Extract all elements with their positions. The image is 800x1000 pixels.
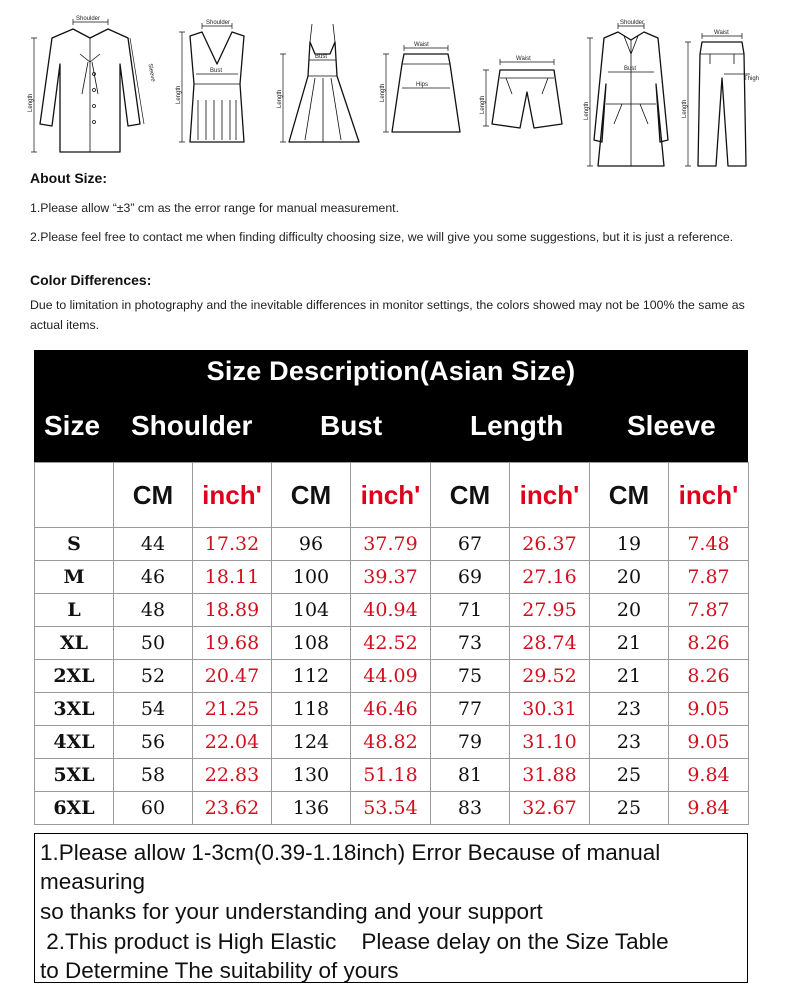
footer-line-1: 1.Please allow 1-3cm(0.39-1.18inch) Error Because of manual [40, 840, 661, 865]
length-cm-cell: 79 [431, 726, 510, 759]
size-cell: L [35, 594, 114, 627]
bust-inch-cell: 42.52 [351, 627, 431, 660]
label-hips: Hips [416, 82, 429, 88]
label-shoulder-3: Shoulder [620, 20, 645, 26]
color-differences-text: Due to limitation in photography and the inevitable differences in monitor settings, the colors showed may not be 100% the same as actual items. [30, 298, 745, 332]
shoulder-cm-cell: 54 [114, 693, 193, 726]
label-waist: Waist [414, 42, 429, 48]
sleeve-inch-cell: 9.05 [669, 693, 749, 726]
footer-line-3: so thanks for your understanding and your support [40, 899, 543, 924]
bust-cm-cell: 100 [272, 561, 351, 594]
sleeve-inch-cell: 7.48 [669, 528, 749, 561]
sleeve-inch-cell: 8.26 [669, 627, 749, 660]
header-bust: Bust [320, 410, 383, 441]
length-cm-cell: 69 [431, 561, 510, 594]
blouse-diagram [28, 14, 156, 164]
shoulder-inch-cell: 20.47 [193, 660, 272, 693]
sleeve-cm-cell: 25 [590, 759, 669, 792]
bust-cm-cell: 108 [272, 627, 351, 660]
tank-top-diagram [172, 14, 262, 164]
unit-inch: inch' [193, 463, 272, 528]
trousers-diagram [680, 14, 780, 174]
sleeve-cm-cell: 23 [590, 693, 669, 726]
label-sleeve: Sleeve [146, 63, 156, 83]
shoulder-inch-cell: 23.62 [193, 792, 272, 825]
length-cm-cell: 67 [431, 528, 510, 561]
size-row [35, 726, 749, 759]
bust-cm-cell: 112 [272, 660, 351, 693]
bust-inch-cell: 46.46 [351, 693, 431, 726]
sleeve-inch-cell: 9.84 [669, 759, 749, 792]
label-waist-3: Waist [714, 30, 729, 36]
bust-cm-cell: 96 [272, 528, 351, 561]
size-table [34, 462, 749, 825]
sleeve-cm-cell: 20 [590, 594, 669, 627]
about-size-note-2: 2.Please feel free to contact me when finding difficulty choosing size, we will give you some suggestions, but it is just a reference. [30, 230, 734, 244]
shoulder-inch-cell: 22.04 [193, 726, 272, 759]
size-row [35, 792, 749, 825]
footer-line-5: to Determine The suitability of yours [40, 958, 399, 983]
bust-cm-cell: 124 [272, 726, 351, 759]
length-inch-cell: 30.31 [510, 693, 590, 726]
coat-diagram [584, 14, 679, 174]
bust-inch-cell: 40.94 [351, 594, 431, 627]
unit-blank [35, 463, 114, 528]
size-row [35, 660, 749, 693]
shoulder-cm-cell: 56 [114, 726, 193, 759]
skirt-diagram [378, 14, 468, 164]
size-cell: S [35, 528, 114, 561]
length-inch-cell: 27.16 [510, 561, 590, 594]
size-row [35, 594, 749, 627]
length-inch-cell: 26.37 [510, 528, 590, 561]
sleeve-cm-cell: 19 [590, 528, 669, 561]
size-cell: 5XL [35, 759, 114, 792]
size-row [35, 693, 749, 726]
shoulder-cm-cell: 58 [114, 759, 193, 792]
unit-cm: CM [272, 463, 351, 528]
shoulder-inch-cell: 17.32 [193, 528, 272, 561]
length-inch-cell: 31.88 [510, 759, 590, 792]
bust-inch-cell: 48.82 [351, 726, 431, 759]
length-cm-cell: 81 [431, 759, 510, 792]
label-length-5: Length [480, 95, 486, 114]
dress-diagram [275, 14, 370, 164]
size-cell: 3XL [35, 693, 114, 726]
unit-cm: CM [431, 463, 510, 528]
label-length-4: Length [380, 83, 386, 102]
bust-cm-cell: 104 [272, 594, 351, 627]
shoulder-inch-cell: 19.68 [193, 627, 272, 660]
shoulder-inch-cell: 21.25 [193, 693, 272, 726]
sleeve-cm-cell: 23 [590, 726, 669, 759]
bust-cm-cell: 130 [272, 759, 351, 792]
bust-inch-cell: 39.37 [351, 561, 431, 594]
label-length-2: Length [176, 85, 182, 104]
bust-inch-cell: 44.09 [351, 660, 431, 693]
size-table-title: Size Description(Asian Size) [206, 356, 576, 386]
size-cell: 6XL [35, 792, 114, 825]
footer-line-4: 2.This product is High Elastic Please delay on the Size Table [40, 929, 669, 954]
bust-inch-cell: 51.18 [351, 759, 431, 792]
unit-cm: CM [114, 463, 193, 528]
sleeve-inch-cell: 7.87 [669, 594, 749, 627]
shorts-diagram [476, 14, 576, 164]
size-row [35, 627, 749, 660]
label-bust: Bust [210, 68, 223, 74]
footer-notes [34, 833, 748, 983]
header-shoulder: Shoulder [131, 410, 253, 441]
color-differences-heading: Color Differences: [30, 272, 152, 288]
label-waist-2: Waist [516, 56, 531, 62]
shoulder-cm-cell: 60 [114, 792, 193, 825]
unit-row [35, 463, 749, 528]
header-length: Length [470, 410, 564, 441]
length-cm-cell: 73 [431, 627, 510, 660]
sleeve-inch-cell: 9.84 [669, 792, 749, 825]
label-shoulder: Shoulder [76, 16, 101, 22]
sleeve-cm-cell: 21 [590, 660, 669, 693]
shoulder-cm-cell: 52 [114, 660, 193, 693]
shoulder-cm-cell: 46 [114, 561, 193, 594]
sleeve-cm-cell: 25 [590, 792, 669, 825]
length-inch-cell: 32.67 [510, 792, 590, 825]
label-length-6: Length [584, 101, 590, 120]
length-cm-cell: 77 [431, 693, 510, 726]
footer-line-2: measuring [40, 869, 146, 894]
size-row [35, 561, 749, 594]
size-cell: XL [35, 627, 114, 660]
header-sleeve: Sleeve [627, 410, 716, 441]
bust-cm-cell: 118 [272, 693, 351, 726]
label-length-3: Length [277, 89, 283, 108]
length-cm-cell: 71 [431, 594, 510, 627]
about-size-note-1: 1.Please allow “±3” cm as the error range for manual measurement. [30, 201, 399, 215]
size-cell: 4XL [35, 726, 114, 759]
header-size: Size [44, 410, 101, 441]
shoulder-cm-cell: 48 [114, 594, 193, 627]
length-inch-cell: 28.74 [510, 627, 590, 660]
bust-inch-cell: 53.54 [351, 792, 431, 825]
sleeve-inch-cell: 9.05 [669, 726, 749, 759]
sleeve-cm-cell: 20 [590, 561, 669, 594]
unit-cm: CM [590, 463, 669, 528]
length-inch-cell: 29.52 [510, 660, 590, 693]
length-cm-cell: 83 [431, 792, 510, 825]
label-bust-2: Bust [315, 54, 328, 60]
sleeve-inch-cell: 7.87 [669, 561, 749, 594]
length-inch-cell: 27.95 [510, 594, 590, 627]
label-shoulder-2: Shoulder [206, 20, 231, 26]
label-length-7: Length [682, 99, 688, 118]
size-row [35, 759, 749, 792]
label-thigh: Thigh [744, 76, 760, 82]
sleeve-inch-cell: 8.26 [669, 660, 749, 693]
unit-inch: inch' [351, 463, 431, 528]
sleeve-cm-cell: 21 [590, 627, 669, 660]
garment-diagrams [0, 14, 800, 174]
shoulder-inch-cell: 18.89 [193, 594, 272, 627]
unit-inch: inch' [669, 463, 749, 528]
about-size-heading: About Size: [30, 170, 107, 186]
size-cell: M [35, 561, 114, 594]
length-cm-cell: 75 [431, 660, 510, 693]
length-inch-cell: 31.10 [510, 726, 590, 759]
label-bust-3: Bust [624, 66, 637, 72]
shoulder-inch-cell: 22.83 [193, 759, 272, 792]
size-row [35, 528, 749, 561]
bust-cm-cell: 136 [272, 792, 351, 825]
shoulder-inch-cell: 18.11 [193, 561, 272, 594]
size-table-header [34, 350, 748, 462]
label-length: Length [28, 93, 34, 112]
shoulder-cm-cell: 50 [114, 627, 193, 660]
shoulder-cm-cell: 44 [114, 528, 193, 561]
size-cell: 2XL [35, 660, 114, 693]
bust-inch-cell: 37.79 [351, 528, 431, 561]
unit-inch: inch' [510, 463, 590, 528]
